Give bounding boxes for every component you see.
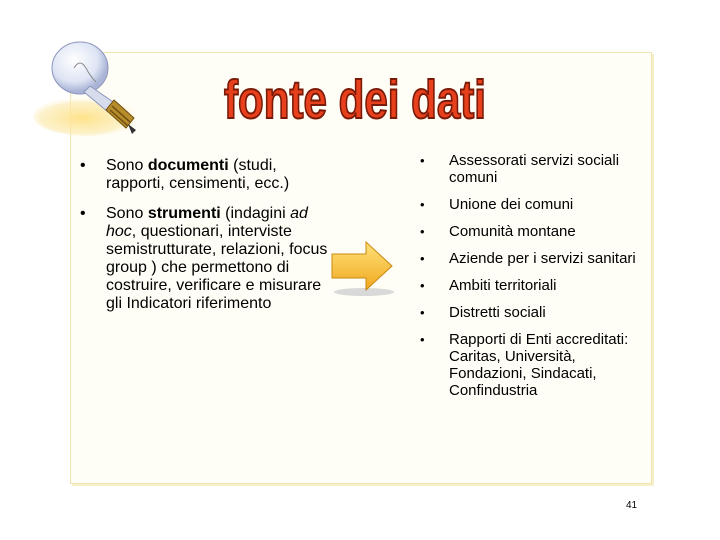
bullet: • — [420, 197, 425, 212]
list-item: • Unione dei comuni — [420, 196, 574, 213]
lightbulb-icon — [28, 38, 158, 138]
list-item: • Sono strumenti (indagini ad hoc, questionari, interviste semistrutturate, relazioni, focus group ) che permettono di costruire, verificare e misurare gli Indicatori riferimento — [80, 205, 328, 312]
list-item: • Sono documenti (studi, rapporti, censimenti, ecc.) — [80, 157, 290, 192]
left-bullet-list — [80, 157, 330, 325]
page-title-text: fonte dei dati — [224, 70, 486, 130]
right-arrow-icon — [330, 240, 394, 298]
bullet: • — [420, 153, 425, 168]
page-number: 41 — [626, 500, 638, 511]
bullet: • — [80, 205, 86, 222]
page-title — [220, 62, 490, 134]
bullet: • — [420, 278, 425, 293]
bullet: • — [420, 224, 425, 239]
bullet: • — [420, 305, 425, 320]
list-item: • Distretti sociali — [420, 304, 546, 321]
bullet: • — [420, 332, 425, 347]
list-item: • Ambiti territoriali — [420, 277, 557, 294]
bullet: • — [80, 157, 86, 174]
list-item: • Aziende per i servizi sanitari — [420, 250, 636, 267]
list-item: • Comunità montane — [420, 223, 576, 240]
right-bullet-list — [420, 152, 640, 409]
list-item: • Rapporti di Enti accreditati: Caritas, Università, Fondazioni, Sindacati, Confindustria — [420, 331, 629, 399]
bullet: • — [420, 251, 425, 266]
list-item: • Assessorati servizi sociali comuni — [420, 152, 620, 186]
